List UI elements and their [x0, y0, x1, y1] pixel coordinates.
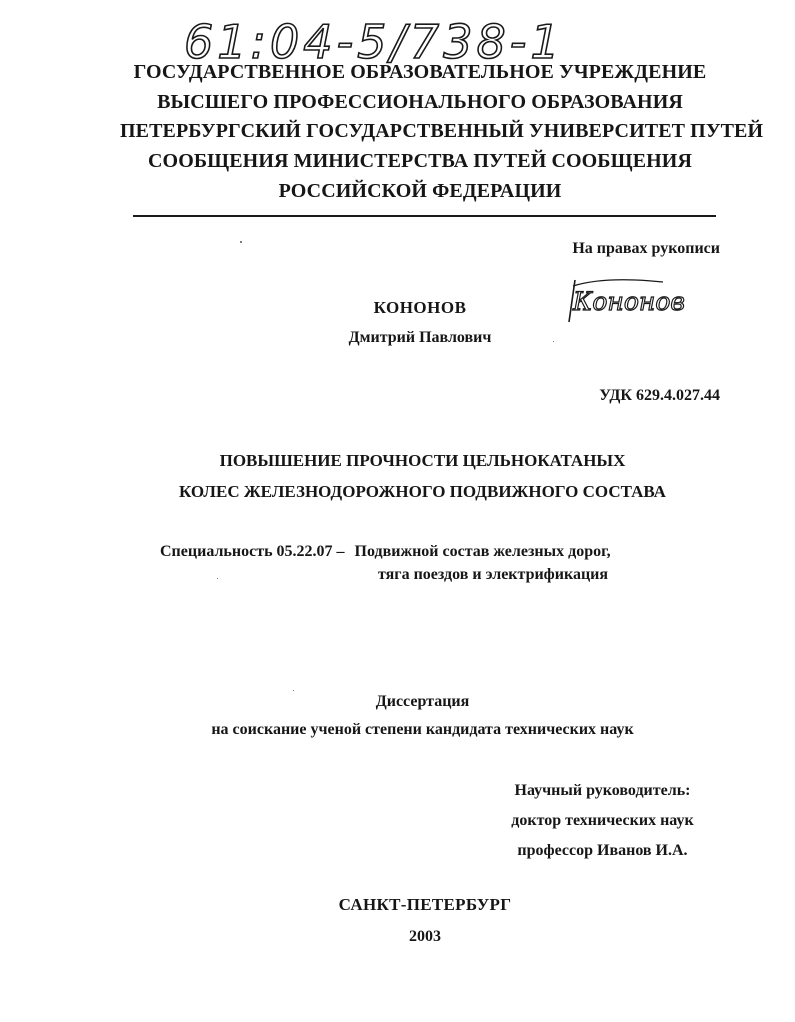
city: САНКТ-ПЕТЕРБУРГ: [338, 895, 512, 914]
supervisor-block: [470, 776, 735, 866]
dissertation-info: [120, 688, 725, 744]
supervisor-name: профессор Иванов И.А.: [517, 842, 688, 859]
scan-speck: [217, 578, 218, 579]
dissertation-heading: Диссертация: [375, 693, 470, 710]
udk-code: УДК 629.4.027.44: [599, 387, 720, 404]
dissertation-degree: на соискание ученой степени кандидата технических наук: [211, 721, 634, 738]
supervisor-role: Научный руководитель:: [514, 782, 691, 799]
institution-header: [120, 58, 764, 207]
archive-code-text: 61:04-5/738-1: [184, 15, 564, 69]
specialty-line-2: тяга поездов и электрификация: [378, 566, 609, 583]
dissertation-title: [120, 445, 725, 507]
title-line-1: ПОВЫШЕНИЕ ПРОЧНОСТИ ЦЕЛЬНОКАТАНЫХ: [219, 451, 626, 470]
manuscript-rights: На правах рукописи: [572, 240, 720, 257]
institution-line-3: ПЕТЕРБУРГСКИЙ ГОСУДАРСТВЕННЫЙ УНИВЕРСИТЕТ ПУТЕЙ: [120, 120, 764, 143]
institution-line-1: ГОСУДАРСТВЕННОЕ ОБРАЗОВАТЕЛЬНОЕ УЧРЕЖДЕНИЕ: [133, 61, 707, 83]
title-line-2: КОЛЕС ЖЕЛЕЗНОДОРОЖНОГО ПОДВИЖНОГО СОСТАВА: [179, 482, 666, 501]
scan-speck: [553, 341, 554, 342]
specialty: [160, 537, 611, 566]
supervisor-degree: доктор технических наук: [511, 812, 694, 829]
specialty-label: Специальность 05.22.07 –: [160, 543, 345, 560]
author-name: Дмитрий Павлович: [348, 329, 492, 346]
institution-line-5: РОССИЙСКОЙ ФЕДЕРАЦИИ: [278, 179, 562, 202]
scan-speck: [240, 241, 242, 243]
signature-text: Кононов: [573, 287, 685, 316]
institution-line-4: СООБЩЕНИЯ МИНИСТЕРСТВА ПУТЕЙ СООБЩЕНИЯ: [148, 150, 692, 173]
header-divider: [133, 215, 716, 217]
author-signature: [565, 272, 685, 324]
institution-line-2: ВЫСШЕГО ПРОФЕССИОНАЛЬНОГО ОБРАЗОВАНИЯ: [157, 90, 683, 113]
author-surname: КОНОНОВ: [373, 298, 467, 317]
specialty-line-1: Подвижной состав железных дорог,: [354, 543, 611, 560]
year: 2003: [409, 928, 441, 945]
